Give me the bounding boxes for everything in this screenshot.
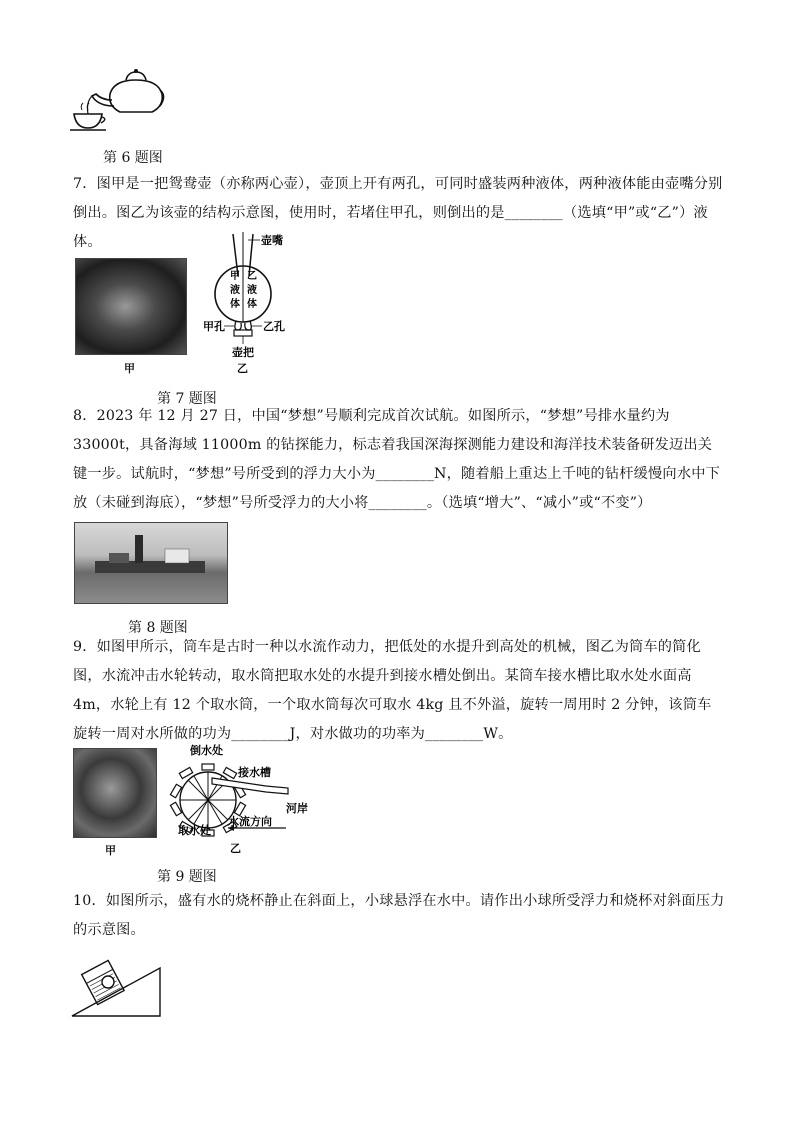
drilling-ship-photo (74, 522, 228, 604)
liquid-b-char-1: 乙 (247, 271, 257, 282)
bank-label: 河岸 (286, 802, 308, 815)
waterwheel-photo-label: 甲 (105, 844, 116, 857)
waterwheel-photo (73, 748, 157, 838)
liquid-b-char-3: 体 (247, 299, 257, 310)
liquid-a-char-1: 甲 (230, 271, 240, 282)
hole-a-label: 甲孔 (203, 320, 225, 333)
incline-beaker-diagram (68, 950, 168, 1020)
liquid-b-char-2: 液 (247, 285, 257, 296)
figure-8-caption: 第 8 题图 (128, 620, 188, 636)
teapot-photo-label: 甲 (124, 362, 135, 375)
hole-b-label: 乙孔 (263, 320, 285, 333)
spout-label: 壶嘴 (261, 234, 283, 247)
liquid-a-char-2: 液 (230, 285, 240, 296)
question-10-text: 10．如图所示，盛有水的烧杯静止在斜面上，小球悬浮在水中。请作出小球所受浮力和烧杯对斜面压力的示意图。 (73, 893, 725, 938)
figure-9-caption: 第 9 题图 (157, 869, 217, 885)
flow-direction-label: 水流方向 (228, 815, 272, 828)
question-9-text: 9．如图甲所示，筒车是古时一种以水流作动力，把低处的水提升到高处的机械，图乙为筒车的简化图，水流冲击水轮转动，取水筒把取水处的水提升到接水槽处倒出。某筒车接水槽比取水处水面高 4m，水轮上有 12 个取水筒，一个取水筒每次可取水 4kg 且不外溢，旋转一周用时 2 分钟，该筒车旋转一周对水所做的功为________J，对水做功的功率为________W。 (73, 639, 712, 742)
diagram-label-b: 乙 (230, 842, 241, 855)
figure-6-caption: 第 6 题图 (103, 150, 163, 166)
teapot-figure (68, 66, 168, 136)
question-8-text: 8．2023 年 12 月 27 日，中国“梦想”号顺利完成首次试航。如图所示，“梦想”号排水量约为 33000t，具备海域 11000m 的钻探能力，标志着我国深海探测能力建设和海洋技术装备研发迈出关键一步。试航时，“梦想”号所受到的浮力大小为________N，随着船上重达上千吨的钻杆缓慢向水中下放（未碰到海底），“梦想”号所受浮力的大小将________。（选填“增大”、“减小”或“不变”） (73, 408, 720, 511)
pour-point-label: 倒水处 (190, 744, 223, 757)
liquid-a-char-3: 体 (230, 299, 240, 310)
teapot-photo (75, 258, 187, 355)
waterwheel-diagram (168, 742, 318, 857)
trough-label: 接水槽 (238, 766, 271, 779)
handle-label: 壶把 (232, 346, 254, 359)
question-7-text: 7．图甲是一把鸳鸯壶（亦称两心壶），壶顶上开有两孔，可同时盛装两种液体，两种液体能由壶嘴分别倒出。图乙为该壶的结构示意图，使用时，若堵住甲孔，则倒出的是________（选填“甲”或“乙”）液体。 (73, 176, 723, 250)
teapot-structure-diagram (200, 226, 310, 376)
intake-label: 取水处 (178, 824, 211, 837)
figure-7-caption: 第 7 题图 (157, 391, 217, 407)
diagram-label-b: 乙 (237, 362, 248, 375)
